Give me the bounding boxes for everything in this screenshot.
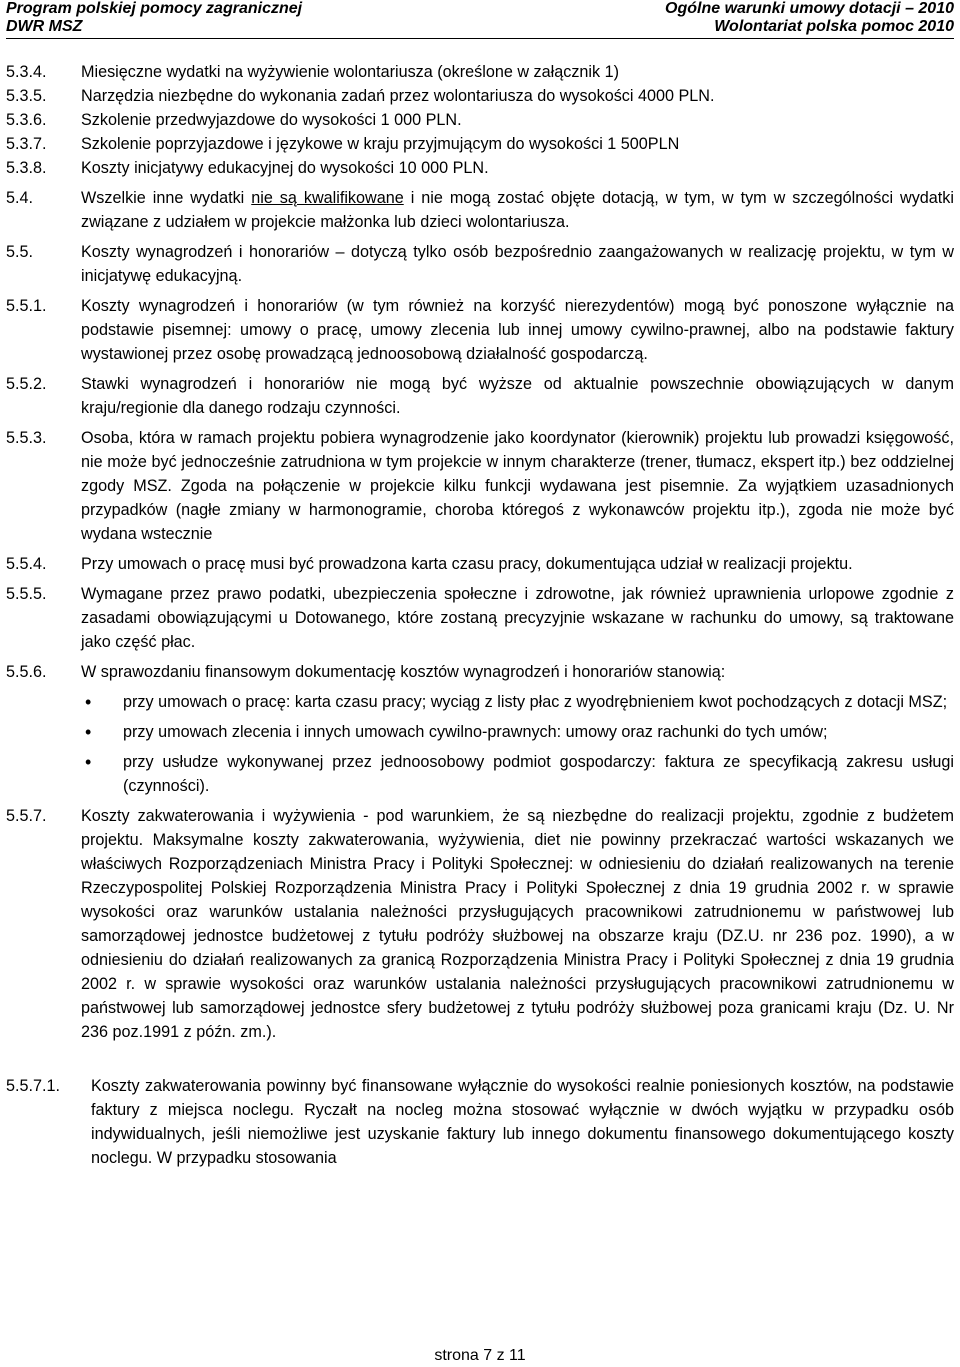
list-item: [6, 60, 954, 84]
item-number: 5.4.: [6, 189, 34, 207]
list-item: [6, 294, 954, 366]
item-number: 5.5.1.: [6, 297, 47, 315]
item-number: 5.5.3.: [6, 429, 47, 447]
item-text: Przy umowach o pracę musi być prowadzona karta czasu pracy, dokumentująca udział w realizacji projektu.: [81, 555, 853, 573]
header-program-name: Wolontariat polska pomoc 2010: [714, 18, 954, 35]
item-text: Koszty wynagrodzeń i honorariów (w tym również na korzyść nierezydentów) mogą być ponoszone wyłącznie na podstawie pisemnej: umowy o pracę, umowy zlecenia lub innej umowy cywilno-prawnej, albo na podstawie faktury wystawionej przez osobę prowadzącą jednoosobową działalność gospodarczą.: [81, 297, 954, 363]
list-item: [6, 426, 954, 546]
item-text: Koszty zakwaterowania i wyżywienia - pod warunkiem, że są niezbędne do realizacji projektu, zgodnie z budżetem projektu. Maksymalne koszty zakwaterowania, wyżywienia, diet nie powinny przekraczać wartości wskazanych we właściwych Rozporządzeniach Ministra Pracy i Polityki Społecznej: w odniesieniu do działań realizowanych na terenie Rzeczypospolitej Polskiej Rozporządzenia Ministra Pracy i Polityki Społecznej z dnia 19 grudnia 2002 r. w sprawie wysokości oraz warunków ustalania należności przysługujących pracownikowi zatrudnionemu w państwowej lub samorządowej jednostce budżetowej z tytułu podróży służbowej na obszarze kraju (DZ.U. nr 236 poz. 1990), a w odniesieniu do działań realizowanych za granicą Rozporządzenia Ministra Pracy i Polityki Społecznej z dnia 19 grudnia 2002 r. w sprawie wysokości oraz warunków ustalania należności przysługujących pracownikowi zatrudnionemu w państwowej lub samorządowej jednostce sfery budżetowej z tytułu podróży służbowej poza granicami kraju (Dz. U. Nr 236 poz.1991 z późn. zm.).: [81, 807, 954, 1041]
header-right: [665, 0, 954, 36]
list-item: [6, 552, 954, 576]
list-item: [6, 132, 954, 156]
page-footer: [0, 1346, 960, 1366]
header-department: DWR MSZ: [6, 18, 83, 35]
item-text: Narzędzia niezbędne do wykonania zadań przez wolontariusza do wysokości 4000 PLN.: [81, 87, 715, 105]
list-item: [6, 186, 954, 234]
item-number: 5.3.4.: [6, 63, 47, 81]
item-number: 5.5.: [6, 243, 34, 261]
item-number: 5.5.2.: [6, 375, 47, 393]
item-number: 5.5.5.: [6, 585, 47, 603]
document-body: [6, 60, 954, 1170]
item-text: Miesięczne wydatki na wyżywienie wolontariusza (określone w załącznik 1): [81, 63, 620, 81]
underlined-phrase: nie są kwalifikowane: [251, 189, 404, 207]
item-number: 5.5.6.: [6, 663, 47, 681]
item-text: Osoba, która w ramach projektu pobiera wynagrodzenie jako koordynator (kierownik) projektu lub prowadzi księgowość, nie może być jednocześnie zatrudniona w tym projekcie w innym charakterze (trener, tłumacz, ekspert itp.) bez oddzielnej zgody MSZ. Zgoda na połączenie w projekcie kilku funkcji wydawana jest pisemnie. Za wyjątkiem uzasadnionych przypadków (nagłe zmiany w harmonogramie, choroba któregoś z wykonawców projektu itp.), zgoda nie może być wydana wstecznie: [81, 429, 954, 543]
item-number: 5.3.7.: [6, 135, 47, 153]
list-item: [6, 156, 954, 180]
list-item: [6, 240, 954, 288]
page-header: [6, 0, 954, 39]
item-text: W sprawozdaniu finansowym dokumentację kosztów wynagrodzeń i honorariów stanowią:: [81, 663, 726, 681]
item-text-after: i nie mogą zostać objęte dotacją, w tym, w tym w szczególności wydatki związane z udziałem w projekcie małżonka lub dzieci wolontariusza.: [81, 189, 954, 231]
bullet-item: • przy usłudze wykonywanej przez jednoosobowy podmiot gospodarczy: faktura ze specyfikacją zakresu usługi (czynności).: [81, 750, 954, 798]
header-left: [6, 0, 302, 36]
header-document-title: Ogólne warunki umowy dotacji – 2010: [665, 0, 954, 17]
bullet-list: [81, 690, 954, 798]
item-number: 5.5.4.: [6, 555, 47, 573]
item-text: Wymagane przez prawo podatki, ubezpieczenia społeczne i zdrowotne, jak również uprawnienia urlopowe zgodnie z zasadami obowiązującymi u Dotowanego, które zostaną precyzyjnie wskazane w rachunku do umowy, są traktowane jako część płac.: [81, 585, 954, 651]
list-item: [6, 372, 954, 420]
item-text: Szkolenie przedwyjazdowe do wysokości 1 000 PLN.: [81, 111, 462, 129]
item-text: Szkolenie poprzyjazdowe i językowe w kraju przyjmującym do wysokości 1 500PLN: [81, 135, 680, 153]
list-item: [6, 582, 954, 654]
item-number: 5.3.5.: [6, 87, 47, 105]
item-text: [81, 186, 954, 234]
item-number: 5.5.7.: [6, 807, 47, 825]
list-item: [6, 84, 954, 108]
item-text: Koszty zakwaterowania powinny być finansowane wyłącznie do wysokości realnie poniesionych kosztów, na podstawie faktury z miejsca noclegu. Ryczałt na nocleg można stosować wyłącznie w dwóch wyjątku w przypadku osób indywidualnych, jeśli niemożliwe jest uzyskanie faktury lub innego dokumentu finansowego dokumentującego koszty noclegu. W przypadku stosowania: [91, 1077, 954, 1167]
item-number: 5.3.8.: [6, 159, 47, 177]
item-number: 5.5.7.1.: [6, 1077, 61, 1095]
item-text-before: Wszelkie inne wydatki: [81, 189, 252, 207]
bullet-item: • przy umowach o pracę: karta czasu pracy; wyciąg z listy płac z wyodrębnieniem kwot pochodzących z dotacji MSZ;: [81, 690, 954, 714]
list-item: [6, 804, 954, 1044]
item-text: Koszty inicjatywy edukacyjnej do wysokości 10 000 PLN.: [81, 159, 489, 177]
list-item: [6, 1074, 954, 1170]
item-text: Stawki wynagrodzeń i honorariów nie mogą być wyższe od aktualnie powszechnie obowiązujących w danym kraju/regionie dla danego rodzaju czynności.: [81, 375, 954, 417]
bullet-item: • przy umowach zlecenia i innych umowach cywilno-prawnych: umowy oraz rachunki do tych umów;: [81, 720, 954, 744]
header-program-title: Program polskiej pomocy zagranicznej: [6, 0, 303, 17]
list-item: [6, 108, 954, 132]
page-number: strona 7 z 11: [434, 1347, 526, 1364]
item-number: 5.3.6.: [6, 111, 47, 129]
list-item: [6, 660, 954, 684]
item-text: Koszty wynagrodzeń i honorariów – dotyczą tylko osób bezpośrednio zaangażowanych w realizację projektu, w tym w inicjatywę edukacyjną.: [81, 243, 954, 285]
